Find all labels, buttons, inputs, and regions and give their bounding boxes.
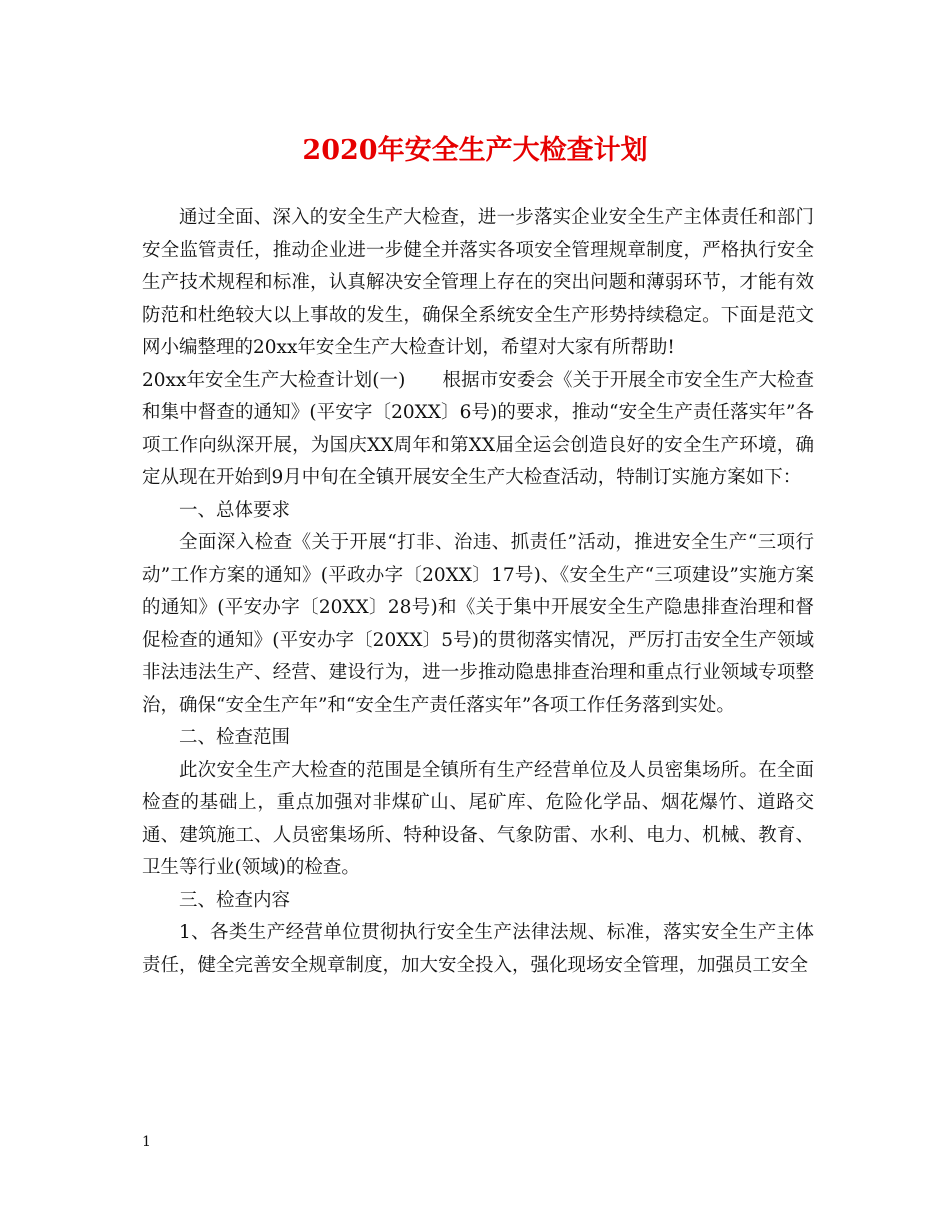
section-heading-inspection-content: 三、检查内容 <box>179 889 291 911</box>
document-title: 2020年安全生产大检查计划 <box>302 135 648 166</box>
document-body <box>142 202 814 982</box>
section-paragraph-general-requirements: 全面深入检查《关于开展“打非、治违、抓责任”活动，推进安全生产“三项行动”工作方案的通知》(平政办字〔20XX〕17号)、《安全生产“三项建设”实施方案的通知》(平安办字〔20XX〕28号)和《关于集中开展安全生产隐患排查治理和督促检查的通知》(平安办字〔20XX〕5号)的贯彻落实情况，严厉打击安全生产领域非法违法生产、经营、建设行为，进一步推动隐患排查治理和重点行业领域专项整治，确保“安全生产年”和“安全生产责任落实年”各项工作任务落到实处。 <box>142 532 814 716</box>
page-number: 1 <box>142 1134 151 1150</box>
intro-paragraph: 通过全面、深入的安全生产大检查，进一步落实企业安全生产主体责任和部门安全监管责任，推动企业进一步健全并落实各项安全管理规章制度，严格执行安全生产技术规程和标准，认真解决安全管理上存在的突出问题和薄弱环节，才能有效防范和杜绝较大以上事故的发生，确保全系统安全生产形势持续稳定。下面是范文网小编整理的20xx年安全生产大检查计划，希望对大家有所帮助! <box>142 207 814 358</box>
section-paragraph-inspection-scope: 此次安全生产大检查的范围是全镇所有生产经营单位及人员密集场所。在全面检查的基础上，重点加强对非煤矿山、尾矿库、危险化学品、烟花爆竹、道路交通、建筑施工、人员密集场所、特种设备、气象防雷、水利、电力、机械、教育、卫生等行业(领域)的检查。 <box>142 759 814 878</box>
section-heading-inspection-scope: 二、检查范围 <box>179 727 291 748</box>
plan-one-paragraph: 20xx年安全生产大检查计划(一) 根据市安委会《关于开展全市安全生产大检查和集中督查的通知》(平安字〔20XX〕6号)的要求，推动“安全生产责任落实年”各项工作向纵深开展，为国庆XX周年和第XX届全运会创造良好的安全生产环境，确定从现在开始到9月中旬在全镇开展安全生产大检查活动，特制订实施方案如下： <box>142 369 814 488</box>
section-paragraph-inspection-content-item-1: 1、各类生产经营单位贯彻执行安全生产法律法规、标准，落实安全生产主体责任，健全完善安全规章制度，加大安全投入，强化现场安全管理，加强员工安全 <box>142 922 814 976</box>
section-heading-general-requirements: 一、总体要求 <box>179 499 291 521</box>
